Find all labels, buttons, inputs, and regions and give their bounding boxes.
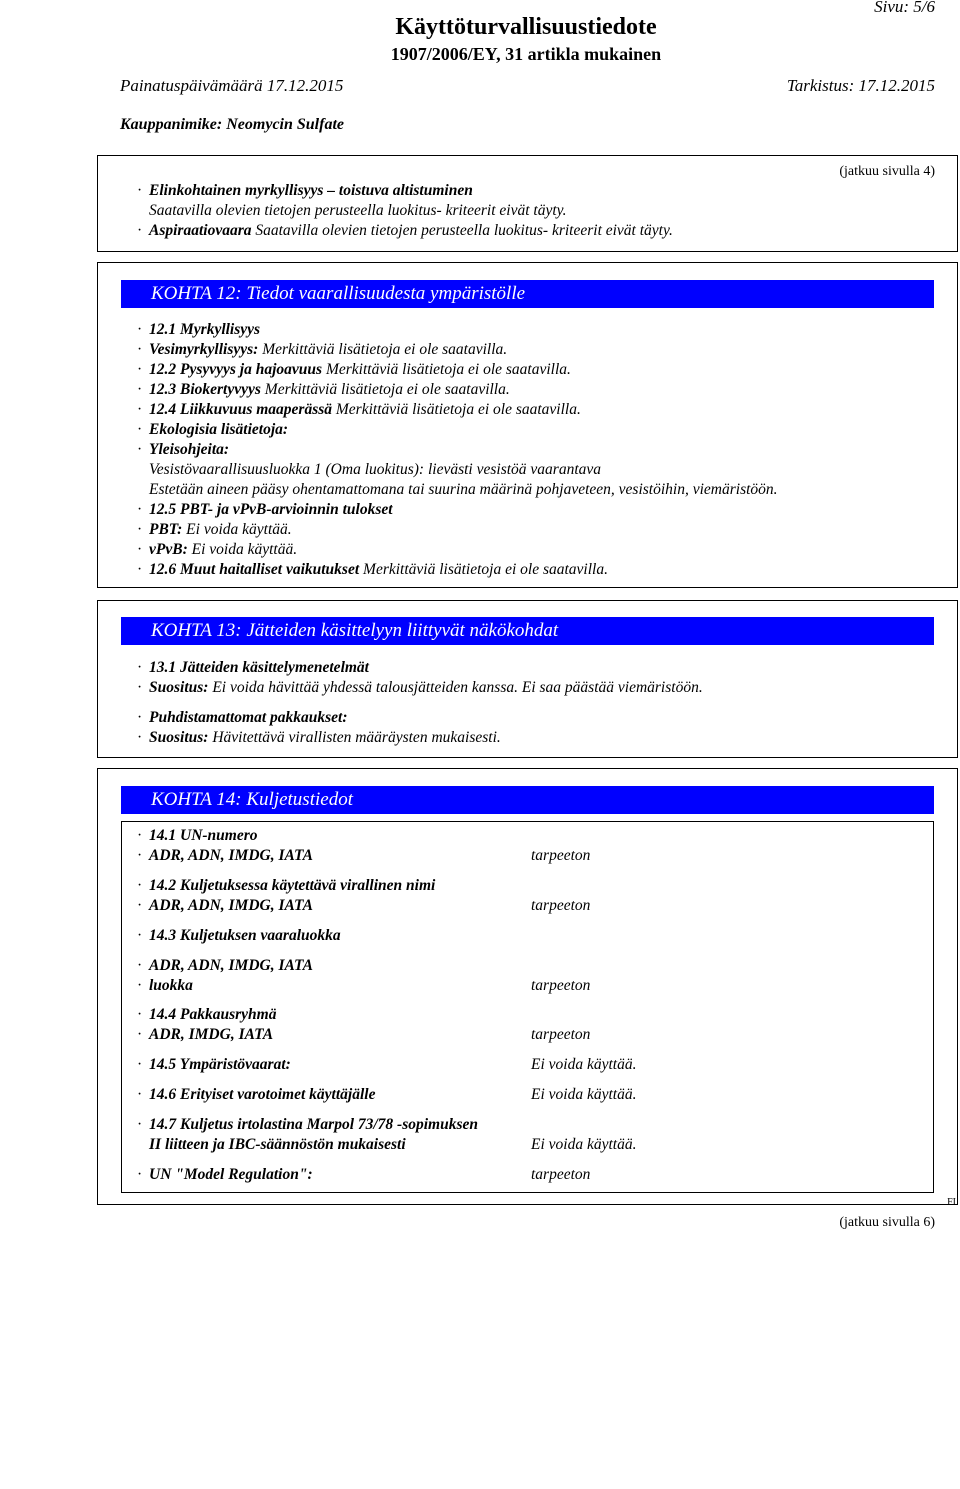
sec12-eco: · Ekologisia lisätietoja: (137, 421, 289, 438)
sec14-s1-mode-row: · ADR, ADN, IMDG, IATA (137, 847, 313, 864)
sec14-s2: · 14.2 Kuljetuksessa käytettävä virallinen nimi (137, 877, 436, 894)
continued-to: (jatkuu sivulla 6) (839, 1215, 935, 1230)
sec12-s3-label: 12.3 Biokertyvyys (149, 381, 261, 398)
sec14-s2-label: 14.2 Kuljetuksessa käytettävä virallinen nimi (149, 877, 436, 894)
sec13-pack-label: Puhdistamattomat pakkaukset: (149, 709, 348, 726)
sec14-s5: · 14.5 Ympäristövaarat: (137, 1056, 291, 1073)
sec11-line1: · Elinkohtainen myrkyllisyys – toistuva altistuminen (137, 182, 473, 199)
sec14-s6-value: Ei voida käyttää. (531, 1086, 637, 1103)
sec14-s7b: II liitteen ja IBC-säännöstön mukaisesti (149, 1136, 406, 1153)
sec14-s6: · 14.6 Erityiset varotoimet käyttäjälle (137, 1086, 376, 1103)
sec12-s4-text: Merkittäviä lisätietoja ei ole saatavilla. (335, 401, 581, 418)
sec13-s1: · 13.1 Jätteiden käsittelymenetelmät (137, 659, 369, 676)
sec14-s1-label: 14.1 UN-numero (149, 827, 258, 844)
sec13-pack: · Puhdistamattomat pakkaukset: (137, 709, 348, 726)
print-date: Painatuspäivämäärä 17.12.2015 (120, 76, 344, 95)
sec12-s6-label: 12.6 Muut haitalliset vaikutukset (149, 561, 360, 578)
sec12-pbt-text: Ei voida käyttää. (186, 521, 292, 538)
sec12-s3-text: Merkittäviä lisätietoja ei ole saatavilla. (264, 381, 510, 398)
sec14-s4-mode: ADR, IMDG, IATA (149, 1026, 274, 1043)
section-13-banner: KOHTA 13: Jätteiden käsittelyyn liittyvät näkökohdat (121, 617, 934, 645)
sec14-s1-mode: ADR, ADN, IMDG, IATA (149, 847, 313, 864)
sec13-rec1-text: Ei voida hävittää yhdessä talousjätteiden kanssa. Ei saa päästää viemäristöön. (212, 679, 703, 696)
sec12-vpvb: · vPvB: Ei voida käyttää. (137, 541, 298, 558)
sec12-s3: · 12.3 Biokertyvyys Merkittäviä lisätietoja ei ole saatavilla. (137, 381, 510, 398)
sec12-s1a-text: Merkittäviä lisätietoja ei ole saatavilla. (262, 341, 508, 358)
sec14-s1-value: tarpeeton (531, 847, 591, 864)
sec12-s2-label: 12.2 Pysyvyys ja hajoavuus (149, 361, 323, 378)
sec12-s1a: · Vesimyrkyllisyys: Merkittäviä lisätietoja ei ole saatavilla. (137, 341, 508, 358)
language-code: FI (947, 1197, 956, 1208)
sec14-s3-class-row: · luokka (137, 977, 193, 994)
sec11-l1: Elinkohtainen myrkyllisyys – toistuva altistuminen (149, 182, 473, 199)
sec12-s6-text: Merkittäviä lisätietoja ei ole saatavilla. (363, 561, 608, 578)
sec14-un: · UN "Model Regulation": (137, 1166, 313, 1183)
revision-date: Tarkistus: 17.12.2015 (786, 76, 935, 95)
sec14-s4: · 14.4 Pakkausryhmä (137, 1006, 277, 1023)
sec12-eco-label: Ekologisia lisätietoja: (149, 421, 289, 438)
sec14-s3-class: luokka (149, 977, 193, 994)
sec14-s2-mode-row: · ADR, ADN, IMDG, IATA (137, 897, 313, 914)
sec12-s4-label: 12.4 Liikkuvuus maaperässä (149, 401, 333, 418)
sec12-avoid: Estetään aineen pääsy ohentamattomana tai suurina määrinä pohjaveteen, vesistöihin, viemäristöön. (149, 481, 778, 498)
sec14-s4-value: tarpeeton (531, 1026, 591, 1043)
sec14-s7a: · 14.7 Kuljetus irtolastina Marpol 73/78 -sopimuksen (137, 1116, 479, 1133)
sec14-s4-label: 14.4 Pakkausryhmä (149, 1006, 277, 1023)
sec12-pbt-label: PBT: (149, 521, 183, 538)
sec12-vpvb-label: vPvB: (149, 541, 188, 558)
sec12-s5-label: 12.5 PBT- ja vPvB-arvioinnin tulokset (149, 501, 393, 518)
sec14-s5-label: 14.5 Ympäristövaarat: (149, 1056, 291, 1073)
sec13-s1-label: 13.1 Jätteiden käsittelymenetelmät (149, 659, 369, 676)
sec14-s1: · 14.1 UN-numero (137, 827, 258, 844)
page-number: Sivu: 5/6 (874, 0, 935, 16)
sec14-s3-mode: ADR, ADN, IMDG, IATA (149, 957, 313, 974)
sec14-s5-value: Ei voida käyttää. (531, 1056, 637, 1073)
sec13-rec2-label: Suositus: (149, 729, 209, 746)
sec14-s2-value: tarpeeton (531, 897, 591, 914)
sec12-s1-label: 12.1 Myrkyllisyys (149, 321, 261, 338)
product-name: Kauppanimike: Neomycin Sulfate (120, 116, 344, 133)
sec14-s2-mode: ADR, ADN, IMDG, IATA (149, 897, 313, 914)
sec14-s3: · 14.3 Kuljetuksen vaaraluokka (137, 927, 341, 944)
sec14-s3-label: 14.3 Kuljetuksen vaaraluokka (149, 927, 341, 944)
sec11-line2: Saatavilla olevien tietojen perusteella luokitus- kriteerit eivät täyty. (149, 202, 567, 219)
sec14-s7a-label: 14.7 Kuljetus irtolastina Marpol 73/78 -sopimuksen (149, 1116, 479, 1133)
sec12-s2-text: Merkittäviä lisätietoja ei ole saatavilla. (325, 361, 571, 378)
sec12-s6: · 12.6 Muut haitalliset vaikutukset Merkittäviä lisätietoja ei ole saatavilla. (137, 561, 608, 578)
continued-from: (jatkuu sivulla 4) (839, 164, 935, 179)
sec12-pbt: · PBT: Ei voida käyttää. (137, 521, 292, 538)
sec14-s3-mode-row: · ADR, ADN, IMDG, IATA (137, 957, 313, 974)
sec12-s1a-label: Vesimyrkyllisyys: (149, 341, 259, 358)
sec14-s3-value: tarpeeton (531, 977, 591, 994)
sec14-s6-label: 14.6 Erityiset varotoimet käyttäjälle (149, 1086, 376, 1103)
sec14-un-value: tarpeeton (531, 1166, 591, 1183)
sec12-s5: · 12.5 PBT- ja vPvB-arvioinnin tulokset (137, 501, 393, 518)
sec14-s4-mode-row: · ADR, IMDG, IATA (137, 1026, 274, 1043)
sec14-un-label: UN "Model Regulation": (149, 1166, 313, 1183)
document-subtitle: 1907/2006/EY, 31 artikla mukainen (390, 44, 662, 64)
sec12-s2: · 12.2 Pysyvyys ja hajoavuus Merkittäviä lisätietoja ei ole saatavilla. (137, 361, 571, 378)
section-14-banner: KOHTA 14: Kuljetustiedot (121, 786, 934, 814)
document-title: Käyttöturvallisuustiedote (395, 14, 657, 40)
sec11-line3: · Aspiraatiovaara Saatavilla olevien tietojen perusteella luokitus- kriteerit eivät täyty. (137, 222, 673, 239)
sec13-rec2: · Suositus: Hävitettävä virallisten määräysten mukaisesti. (137, 729, 501, 746)
sec14-s7-value: Ei voida käyttää. (531, 1136, 637, 1153)
sec11-l3-text: Saatavilla olevien tietojen perusteella luokitus- kriteerit eivät täyty. (255, 222, 673, 239)
sec12-s4: · 12.4 Liikkuvuus maaperässä Merkittäviä lisätietoja ei ole saatavilla. (137, 401, 581, 418)
sec13-rec2-text: Hävitettävä virallisten määräysten mukaisesti. (212, 729, 501, 746)
sec13-rec1: · Suositus: Ei voida hävittää yhdessä talousjätteiden kanssa. Ei saa päästää viemäristöön. (137, 679, 703, 696)
sec12-wgk: Vesistövaarallisuusluokka 1 (Oma luokitus): lievästi vesistöä vaarantava (149, 461, 602, 478)
sec11-l3-label: Aspiraatiovaara (149, 222, 252, 239)
sec13-rec1-label: Suositus: (149, 679, 209, 696)
section-12-banner: KOHTA 12: Tiedot vaarallisuudesta ympäristölle (121, 280, 934, 308)
sec12-vpvb-text: Ei voida käyttää. (191, 541, 298, 558)
sec12-s1: · 12.1 Myrkyllisyys (137, 321, 261, 338)
sec12-general-label: Yleisohjeita: (149, 441, 230, 458)
sec12-general: · Yleisohjeita: (137, 441, 230, 458)
